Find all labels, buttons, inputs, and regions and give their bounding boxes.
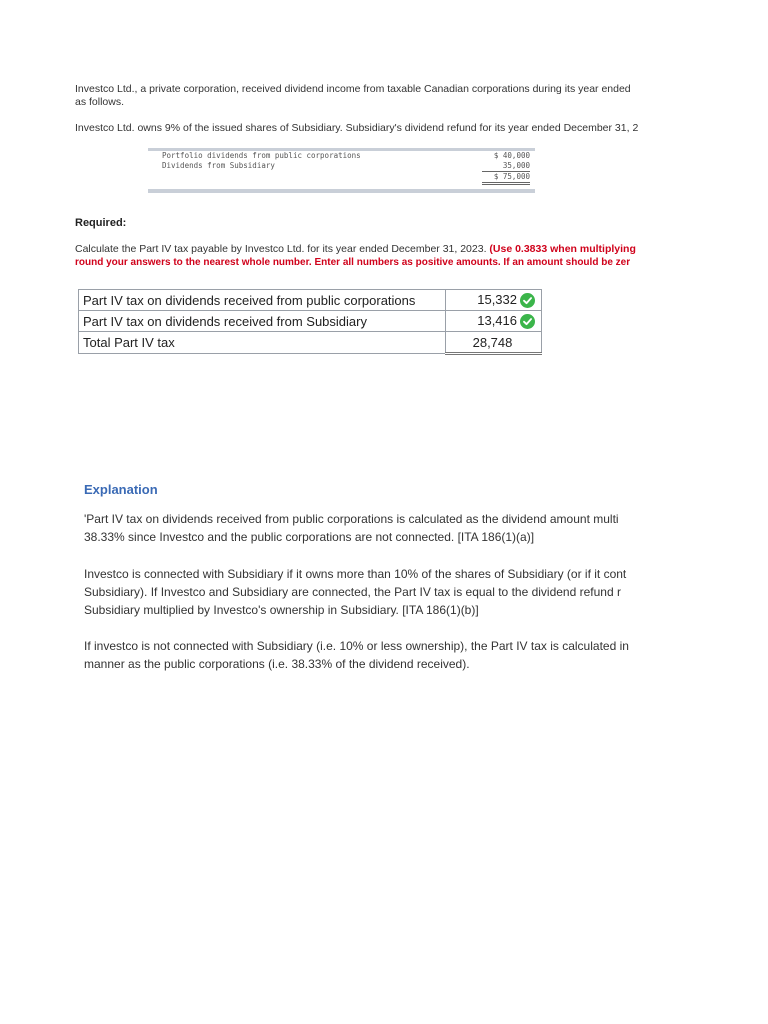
answer-label: Part IV tax on dividends received from Subsidiary [79,311,446,332]
row-label: Dividends from Subsidiary [162,161,275,170]
table-row [79,290,542,311]
table-row [79,311,542,332]
required-instructions [75,243,668,256]
explanation-paragraph-3 [84,637,668,673]
instruction-text: Calculate the Part IV tax payable by Investco Ltd. for its year ended December 31, 2023. [75,243,487,255]
answer-value: 15,332 [477,291,517,307]
intro-paragraph [75,83,675,109]
check-circle-icon [520,293,535,308]
total-value: 28,748 [446,332,542,354]
table-bottom-rule [148,189,535,193]
answer-cell-public[interactable] [446,290,542,311]
total-label: Total Part IV tax [79,332,446,354]
row-value: 35,000 [502,161,530,170]
text-line: 38.33% since Investco and the public corporations are not connected. [ITA 186(1)(a)] [84,530,535,544]
text-line: manner as the public corporations (i.e. 38.33% of the dividend received). [84,657,470,671]
text-line: Subsidiary). If Investco and Subsidiary are connected, the Part IV tax is equal to the dividend refund r [84,585,621,599]
text-line: Investco is connected with Subsidiary if it owns more than 10% of the shares of Subsidiary (or if it cont [84,567,627,581]
total-value: $ 75,000 [482,171,530,185]
total-row [79,332,542,354]
text-line: 'Part IV tax on dividends received from public corporations is calculated as the dividend amount multi [84,512,619,526]
check-circle-icon [520,314,535,329]
intro-line-2: as follows. [75,96,125,108]
answer-value: 13,416 [477,312,517,328]
table-total-row [148,171,535,185]
explanation-title: Explanation [84,482,158,497]
row-value: $ 40,000 [493,151,530,160]
row-label: Portfolio dividends from public corporations [162,151,361,160]
table-row [148,151,535,161]
dividend-data-table [148,148,535,193]
table-row [148,161,535,171]
text-line: If investco is not connected with Subsidiary (i.e. 10% or less ownership), the Part IV tax is calculated in [84,639,629,653]
instruction-note-line-2: round your answers to the nearest whole number. Enter all numbers as positive amounts. If an amount should be zer [75,257,631,268]
answer-cell-subsidiary[interactable] [446,311,542,332]
ownership-paragraph: Investco Ltd. owns 9% of the issued shares of Subsidiary. Subsidiary's dividend refund for its year ended December 31, 2 [75,122,639,134]
explanation-paragraph-2 [84,565,668,619]
instruction-note: (Use 0.3833 when multiplying [489,243,636,255]
answer-label: Part IV tax on dividends received from public corporations [79,290,446,311]
answer-table [78,289,542,355]
intro-line-1: Investco Ltd., a private corporation, received dividend income from taxable Canadian corporations during its year ended [75,83,631,95]
text-line: Subsidiary multiplied by Investco's ownership in Subsidiary. [ITA 186(1)(b)] [84,603,479,617]
required-heading: Required: [75,217,127,229]
explanation-paragraph-1 [84,510,668,546]
